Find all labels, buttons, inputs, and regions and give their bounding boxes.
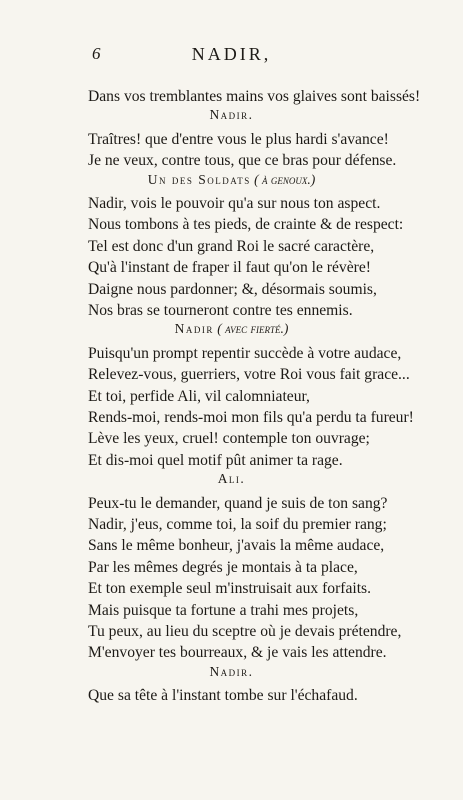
speaker-name xyxy=(0,321,463,337)
verse-line: Que sa tête à l'instant tombe sur l'échafaud. xyxy=(88,687,358,705)
verse-line: Je ne veux, contre tous, que ce bras pour défense. xyxy=(88,152,397,170)
speaker-name xyxy=(0,107,463,123)
verse-line: Daigne nous pardonner; &, désormais soumis, xyxy=(88,280,377,298)
stage-direction: ( avec fierté.) xyxy=(213,321,289,337)
verse-line: Mais puisque ta fortune a trahi mes projets, xyxy=(88,601,359,619)
verse-line: Tu peux, au lieu du sceptre où je devais prétendre, xyxy=(88,623,402,640)
verse-line: M'envoyer tes bourreaux, & je vais les attendre. xyxy=(88,644,387,662)
verse-line: Tel est donc d'un grand Roi le sacré caractère, xyxy=(88,237,375,255)
speaker-name xyxy=(0,471,463,487)
verse-line: Nadir, j'eus, comme toi, la soif du premier rang; xyxy=(88,516,387,533)
speaker-label: Nadir xyxy=(174,321,214,337)
verse-line: Relevez-vous, guerriers, votre Roi vous fait grace... xyxy=(88,366,410,384)
speaker-label: Nadir. xyxy=(209,107,254,123)
verse-line: Sans le même bonheur, j'avais la même audace, xyxy=(88,537,385,555)
page-header xyxy=(0,44,463,68)
verse-line: Traîtres! que d'entre vous le plus hardi s'avance! xyxy=(88,130,389,148)
verse-line: Qu'à l'instant de fraper il faut qu'on le révère! xyxy=(88,259,371,277)
verse-line: Par les mêmes degrés je montais à ta place, xyxy=(88,558,358,576)
speaker-name xyxy=(0,172,463,188)
verse-line: Nos bras se tourneront contre tes ennemis. xyxy=(88,302,353,319)
stage-direction: ( à genoux.) xyxy=(250,171,316,187)
verse-line: Peux-tu le demander, quand je suis de ton sang? xyxy=(88,494,388,512)
running-title: NADIR, xyxy=(191,44,272,64)
speaker-name xyxy=(0,664,463,680)
verse-line: Lève les yeux, cruel! contemple ton ouvrage; xyxy=(88,430,370,448)
speaker-label: Nadir. xyxy=(209,663,254,679)
speaker-label: Un des Soldats xyxy=(147,171,251,187)
verse-line: Et dis-moi quel motif pût animer ta rage. xyxy=(88,451,343,469)
verse-line: Et toi, perfide Ali, vil calomniateur, xyxy=(88,387,310,405)
verse-line: Rends-moi, rends-moi mon fils qu'a perdu ta fureur! xyxy=(88,409,414,426)
verse-line: Puisqu'un prompt repentir succède à votre audace, xyxy=(88,344,402,362)
speaker-label: Ali. xyxy=(217,471,246,487)
verse-line: Et ton exemple seul m'instruisait aux forfaits. xyxy=(88,580,372,598)
verse-line: Dans vos tremblantes mains vos glaives sont baissés! xyxy=(88,88,421,105)
verse-line: Nous tombons à tes pieds, de crainte & de respect: xyxy=(88,216,404,234)
verse-line: Nadir, vois le pouvoir qu'a sur nous ton aspect. xyxy=(88,195,381,212)
page-number: 6 xyxy=(92,44,101,63)
